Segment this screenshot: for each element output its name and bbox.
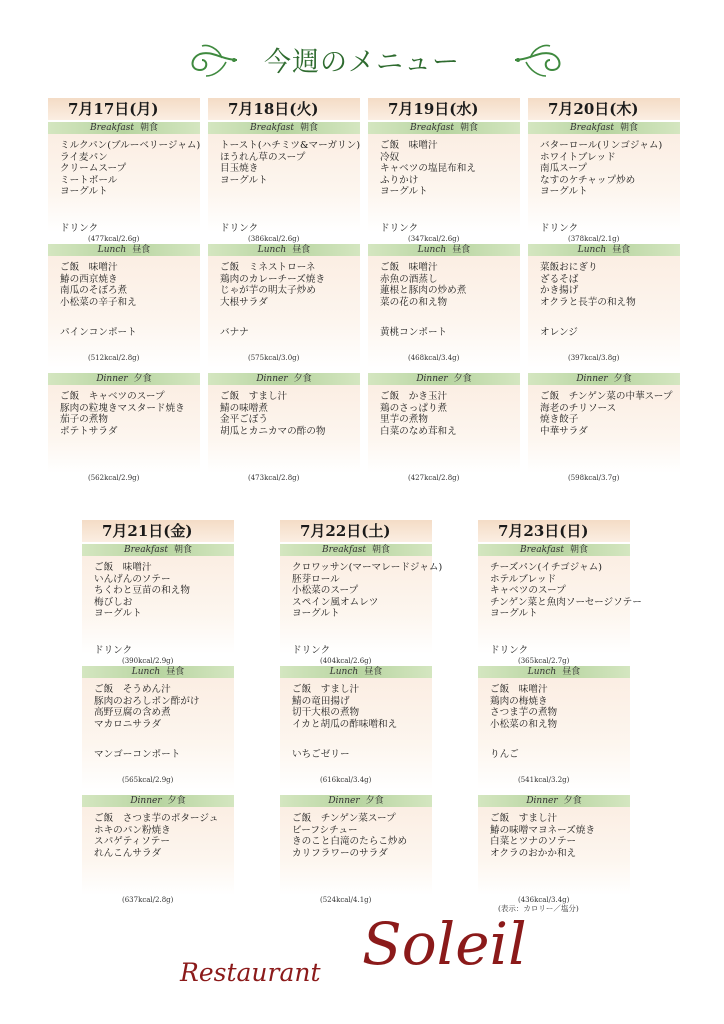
breakfast-nutrition: (378kcal/2.1g) — [568, 235, 620, 243]
dinner-items — [478, 807, 630, 895]
restaurant-name: Soleil — [362, 910, 527, 978]
breakfast-label-en: Breakfast — [249, 123, 294, 133]
breakfast-label-jp: 朝食 — [569, 545, 588, 555]
lunch-items — [48, 256, 200, 368]
menu-item: ホテルブレッド — [490, 573, 557, 585]
dinner-label-en: Dinner — [416, 374, 448, 384]
lunch-items — [82, 678, 234, 790]
lunch-section — [478, 666, 630, 790]
dinner-header — [280, 795, 432, 807]
restaurant-label: Restaurant — [180, 958, 321, 987]
breakfast-section — [208, 122, 360, 232]
breakfast-header — [528, 122, 680, 134]
menu-item: ヨーグルト — [540, 186, 588, 198]
breakfast-section — [528, 122, 680, 232]
breakfast-label-en: Breakfast — [321, 545, 366, 555]
menu-item: 蓮根と豚肉の炒め煮 — [380, 285, 467, 297]
breakfast-header — [48, 122, 200, 134]
day-card — [528, 98, 680, 488]
dinner-nutrition: (562kcal/2.9g) — [88, 474, 140, 482]
menu-item: 梅びしお — [94, 596, 133, 608]
breakfast-header — [208, 122, 360, 134]
breakfast-header — [82, 544, 234, 556]
lunch-nutrition: (512kcal/2.8g) — [88, 354, 140, 362]
menu-item: 豚肉のおろしポン酢がけ — [94, 695, 200, 707]
menu-item: さつま芋の煮物 — [490, 707, 558, 719]
menu-item: 南瓜スープ — [540, 163, 588, 175]
dinner-nutrition: (473kcal/2.8g) — [248, 474, 300, 482]
breakfast-extra-item: ドリンク — [292, 645, 331, 656]
menu-item: マカロニサラダ — [94, 718, 162, 730]
lunch-nutrition: (397kcal/3.8g) — [568, 354, 620, 362]
dinner-header — [82, 795, 234, 807]
breakfast-items — [478, 556, 642, 654]
dinner-nutrition: (637kcal/2.8g) — [122, 896, 174, 904]
menu-item: 里芋の煮物 — [380, 414, 428, 426]
dinner-label-jp: 夕食 — [365, 796, 384, 806]
breakfast-label-en: Breakfast — [409, 123, 454, 133]
dinner-items — [528, 385, 680, 473]
dinner-section — [280, 795, 432, 895]
breakfast-items — [48, 134, 200, 232]
menu-item: ヨーグルト — [220, 174, 268, 186]
menu-item: 鯖の味噌煮 — [220, 402, 268, 414]
lunch-extra-item: 黄桃コンポート — [380, 327, 448, 338]
day-card — [478, 520, 642, 910]
menu-item: チンゲン菜と魚肉ソーセージソテー — [490, 596, 642, 608]
header — [0, 40, 724, 90]
breakfast-items — [208, 134, 360, 232]
dinner-label-jp: 夕食 — [293, 374, 312, 384]
flourish-right-icon — [510, 40, 570, 80]
menu-item: ご飯 すまし汁 — [292, 684, 360, 695]
day-date: 7月22日(土) — [280, 520, 432, 542]
dinner-header — [478, 795, 630, 807]
breakfast-items — [82, 556, 234, 654]
menu-item: ヨーグルト — [292, 608, 340, 620]
menu-item: ヨーグルト — [60, 186, 108, 198]
menu-item: ご飯 味噌汁 — [490, 684, 548, 695]
lunch-label-en: Lunch — [131, 667, 161, 677]
breakfast-items — [528, 134, 680, 232]
lunch-extra-item: いちごゼリー — [292, 749, 350, 760]
menu-item: 小松菜のスープ — [292, 585, 359, 597]
breakfast-label-jp: 朝食 — [173, 545, 192, 555]
breakfast-extra-item: ドリンク — [60, 223, 99, 234]
menu-item: ご飯 すまし汁 — [490, 813, 558, 824]
dinner-label-en: Dinner — [96, 374, 128, 384]
menu-item: ヨーグルト — [94, 608, 142, 620]
menu-item: 赤魚の酒蒸し — [380, 273, 438, 285]
lunch-items — [208, 256, 360, 368]
lunch-items — [528, 256, 680, 368]
menu-item: ご飯 キャベツのスープ — [60, 391, 165, 402]
lunch-section — [368, 244, 520, 368]
menu-item: スパゲティソテー — [94, 836, 170, 848]
day-card — [48, 98, 200, 488]
menu-item: ホキのパン粉焼き — [94, 824, 171, 836]
menu-item: ライ麦パン — [60, 151, 108, 163]
dinner-section — [528, 373, 680, 473]
breakfast-nutrition: (404kcal/2.6g) — [320, 657, 372, 665]
breakfast-label-en: Breakfast — [123, 545, 168, 555]
menu-item: かき揚げ — [540, 285, 579, 297]
lunch-section — [48, 244, 200, 368]
menu-item: 白菜のなめ茸和え — [380, 425, 457, 437]
menu-item: ビーフシチュー — [292, 824, 358, 836]
lunch-header — [82, 666, 234, 678]
menu-item: きのこと白滝のたらこ炒め — [292, 836, 408, 848]
breakfast-nutrition: (347kcal/2.6g) — [408, 235, 460, 243]
menu-item: 鰆の西京焼き — [60, 273, 118, 285]
breakfast-nutrition: (386kcal/2.6g) — [248, 235, 300, 243]
menu-item: クリームスープ — [60, 163, 127, 175]
lunch-header — [208, 244, 360, 256]
menu-item: ご飯 そうめん汁 — [94, 684, 171, 695]
dinner-section — [48, 373, 200, 473]
menu-item: オクラと長芋の和え物 — [540, 296, 636, 308]
menu-item: 切干大根の煮物 — [292, 707, 360, 719]
breakfast-label-en: Breakfast — [569, 123, 614, 133]
menu-item: 胚芽ロール — [292, 573, 340, 585]
menu-item: ホワイトブレッド — [540, 151, 616, 163]
menu-item: 菜飯おにぎり — [540, 262, 598, 273]
lunch-label-en: Lunch — [329, 667, 359, 677]
menu-item: ご飯 味噌汁 — [380, 262, 438, 273]
day-date: 7月17日(月) — [48, 98, 200, 120]
menu-item: ご飯 チンゲン菜の中華スープ — [540, 391, 673, 402]
dinner-label-jp: 夕食 — [167, 796, 186, 806]
menu-item: 小松菜の辛子和え — [60, 296, 137, 308]
legend-note: (表示：カロリー／塩分) — [498, 904, 579, 913]
lunch-section — [82, 666, 234, 790]
dinner-nutrition: (436kcal/3.4g) — [518, 896, 570, 904]
dinner-label-jp: 夕食 — [133, 374, 152, 384]
dinner-section — [368, 373, 520, 473]
dinner-header — [528, 373, 680, 385]
menu-item: カリフラワーのサラダ — [292, 847, 388, 859]
dinner-header — [208, 373, 360, 385]
menu-item: 海老のチリソース — [540, 402, 617, 414]
lunch-header — [280, 666, 432, 678]
menu-item: 南瓜のそぼろ煮 — [60, 285, 128, 297]
menu-item: 小松菜の和え物 — [490, 718, 558, 730]
menu-item: キャベツのスープ — [490, 585, 566, 597]
dinner-items — [368, 385, 520, 473]
lunch-label-jp: 昼食 — [132, 245, 151, 255]
dinner-items — [208, 385, 360, 473]
lunch-nutrition: (541kcal/3.2g) — [518, 776, 570, 784]
day-date: 7月18日(火) — [208, 98, 360, 120]
menu-item: いんげんのソテー — [94, 573, 171, 585]
dinner-header — [368, 373, 520, 385]
lunch-nutrition: (565kcal/2.9g) — [122, 776, 174, 784]
menu-item: キャベツの塩昆布和え — [380, 163, 476, 175]
breakfast-label-jp: 朝食 — [139, 123, 158, 133]
menu-item: 茄子の煮物 — [60, 414, 108, 426]
dinner-label-jp: 夕食 — [453, 374, 472, 384]
lunch-section — [208, 244, 360, 368]
dinner-section — [478, 795, 630, 895]
dinner-items — [48, 385, 200, 473]
menu-item: 目玉焼き — [220, 163, 259, 175]
breakfast-label-jp: 朝食 — [619, 123, 638, 133]
breakfast-extra-item: ドリンク — [220, 223, 259, 234]
lunch-label-en: Lunch — [97, 245, 127, 255]
day-card — [368, 98, 520, 488]
breakfast-section — [48, 122, 200, 232]
menu-item: チーズパン(イチゴジャム) — [490, 562, 602, 573]
breakfast-items — [368, 134, 520, 232]
dinner-nutrition: (427kcal/2.8g) — [408, 474, 460, 482]
breakfast-section — [82, 544, 234, 654]
menu-item: ご飯 チンゲン菜スープ — [292, 813, 396, 824]
dinner-label-jp: 夕食 — [563, 796, 582, 806]
breakfast-extra-item: ドリンク — [380, 223, 419, 234]
breakfast-header — [368, 122, 520, 134]
menu-item: 中華サラダ — [540, 425, 588, 437]
lunch-label-jp: 昼食 — [166, 667, 185, 677]
menu-item: オクラのおかか和え — [490, 847, 577, 859]
day-date: 7月21日(金) — [82, 520, 234, 542]
menu-item: ご飯 ミネストローネ — [220, 262, 316, 273]
menu-item: ざるそば — [540, 273, 579, 285]
breakfast-label-en: Breakfast — [89, 123, 134, 133]
lunch-header — [478, 666, 630, 678]
dinner-header — [48, 373, 200, 385]
lunch-extra-item: オレンジ — [540, 327, 578, 338]
menu-item: ヨーグルト — [490, 608, 538, 620]
breakfast-label-en: Breakfast — [519, 545, 564, 555]
dinner-nutrition: (524kcal/4.1g) — [320, 896, 372, 904]
menu-item: 鶏肉のカレーチーズ焼き — [220, 273, 326, 285]
day-card — [82, 520, 234, 910]
dinner-items — [280, 807, 432, 895]
lunch-label-en: Lunch — [417, 245, 447, 255]
lunch-nutrition: (468kcal/3.4g) — [408, 354, 460, 362]
dinner-label-en: Dinner — [130, 796, 162, 806]
breakfast-section — [478, 544, 642, 656]
lunch-items — [478, 678, 630, 790]
menu-item: ご飯 味噌汁 — [60, 262, 118, 273]
menu-item: 菜の花の和え物 — [380, 296, 448, 308]
breakfast-section — [280, 544, 443, 656]
menu-item: ご飯 味噌汁 — [94, 562, 152, 573]
day-card — [280, 520, 443, 910]
dinner-label-en: Dinner — [328, 796, 360, 806]
breakfast-label-jp: 朝食 — [459, 123, 478, 133]
dinner-label-jp: 夕食 — [613, 374, 632, 384]
menu-item: 高野豆腐の含め煮 — [94, 707, 171, 719]
menu-item: ヨーグルト — [380, 186, 428, 198]
dinner-label-en: Dinner — [256, 374, 288, 384]
menu-item: イカと胡瓜の酢味噌和え — [292, 718, 398, 730]
menu-item: 鰆の味噌マヨネーズ焼き — [490, 824, 596, 836]
lunch-header — [528, 244, 680, 256]
lunch-nutrition: (616kcal/3.4g) — [320, 776, 372, 784]
menu-item: 白菜とツナのソテー — [490, 836, 577, 848]
lunch-label-jp: 昼食 — [612, 245, 631, 255]
dinner-label-en: Dinner — [576, 374, 608, 384]
menu-item: 鶏肉の梅焼き — [490, 695, 548, 707]
menu-item: ポテトサラダ — [60, 425, 118, 437]
day-date: 7月20日(木) — [528, 98, 680, 120]
menu-item: トースト(ハチミツ&マーガリン) — [220, 140, 361, 151]
lunch-extra-item: りんご — [490, 749, 519, 760]
dinner-items — [82, 807, 234, 895]
page-title: 今週のメニュー — [264, 47, 460, 78]
lunch-label-jp: 昼食 — [292, 245, 311, 255]
breakfast-nutrition: (390kcal/2.9g) — [122, 657, 174, 665]
menu-item: ご飯 味噌汁 — [380, 140, 438, 151]
menu-item: 鶏のさっぱり煮 — [380, 402, 448, 414]
breakfast-label-jp: 朝食 — [371, 545, 390, 555]
menu-item: スペイン風オムレツ — [292, 596, 379, 608]
dinner-label-en: Dinner — [526, 796, 558, 806]
breakfast-extra-item: ドリンク — [490, 645, 529, 656]
menu-item: ちくわと豆苗の和え物 — [94, 585, 190, 597]
menu-item: 金平ごぼう — [220, 414, 268, 426]
breakfast-nutrition: (365kcal/2.7g) — [518, 657, 570, 665]
lunch-header — [368, 244, 520, 256]
dinner-section — [82, 795, 234, 895]
menu-item: 豚肉の粒塊きマスタード焼き — [60, 402, 185, 414]
breakfast-header — [478, 544, 630, 556]
menu-item: バターロール(リンゴジャム) — [540, 140, 663, 151]
breakfast-section — [368, 122, 520, 232]
menu-item: 胡瓜とカニカマの酢の物 — [220, 425, 326, 437]
breakfast-extra-item: ドリンク — [94, 645, 133, 656]
day-date: 7月19日(水) — [368, 98, 520, 120]
lunch-label-en: Lunch — [527, 667, 557, 677]
menu-item: なすのケチャップ炒め — [540, 174, 636, 186]
day-card — [208, 98, 360, 488]
dinner-nutrition: (598kcal/3.7g) — [568, 474, 620, 482]
lunch-items — [280, 678, 432, 790]
menu-item: ミートボール — [60, 174, 118, 186]
menu-item: クロワッサン(マーマレードジャム) — [292, 562, 443, 573]
lunch-nutrition: (575kcal/3.0g) — [248, 354, 300, 362]
menu-item: ふりかけ — [380, 174, 419, 186]
lunch-label-jp: 昼食 — [562, 667, 581, 677]
menu-item: ご飯 かき玉汁 — [380, 391, 448, 402]
day-date: 7月23日(日) — [478, 520, 630, 542]
lunch-extra-item: バナナ — [220, 327, 249, 338]
menu-item: 焼き餃子 — [540, 414, 579, 426]
breakfast-label-jp: 朝食 — [299, 123, 318, 133]
lunch-header — [48, 244, 200, 256]
dinner-section — [208, 373, 360, 473]
lunch-extra-item: マンゴーコンポート — [94, 749, 181, 760]
lunch-section — [528, 244, 680, 368]
lunch-label-en: Lunch — [257, 245, 287, 255]
menu-item: れんこんサラダ — [94, 847, 162, 859]
restaurant-logo — [0, 910, 724, 1010]
menu-item: ミルクパン(ブルーベリージャム) — [60, 140, 201, 151]
menu-item: ご飯 すまし汁 — [220, 391, 288, 402]
lunch-label-jp: 昼食 — [364, 667, 383, 677]
menu-item: 大根サラダ — [220, 296, 268, 308]
menu-item: じゃが芋の明太子炒め — [220, 285, 316, 297]
menu-item: 鯖の竜田揚げ — [292, 695, 350, 707]
lunch-extra-item: パインコンポート — [60, 327, 137, 338]
breakfast-extra-item: ドリンク — [540, 223, 579, 234]
menu-item: 冷奴 — [380, 151, 400, 163]
menu-item: ほうれん草のスープ — [220, 151, 306, 163]
breakfast-items — [280, 556, 443, 654]
lunch-section — [280, 666, 432, 790]
lunch-label-jp: 昼食 — [452, 245, 471, 255]
menu-item: ご飯 さつま芋のポタージュ — [94, 813, 219, 824]
lunch-label-en: Lunch — [577, 245, 607, 255]
lunch-items — [368, 256, 520, 368]
breakfast-header — [280, 544, 432, 556]
breakfast-nutrition: (477kcal/2.6g) — [88, 235, 140, 243]
